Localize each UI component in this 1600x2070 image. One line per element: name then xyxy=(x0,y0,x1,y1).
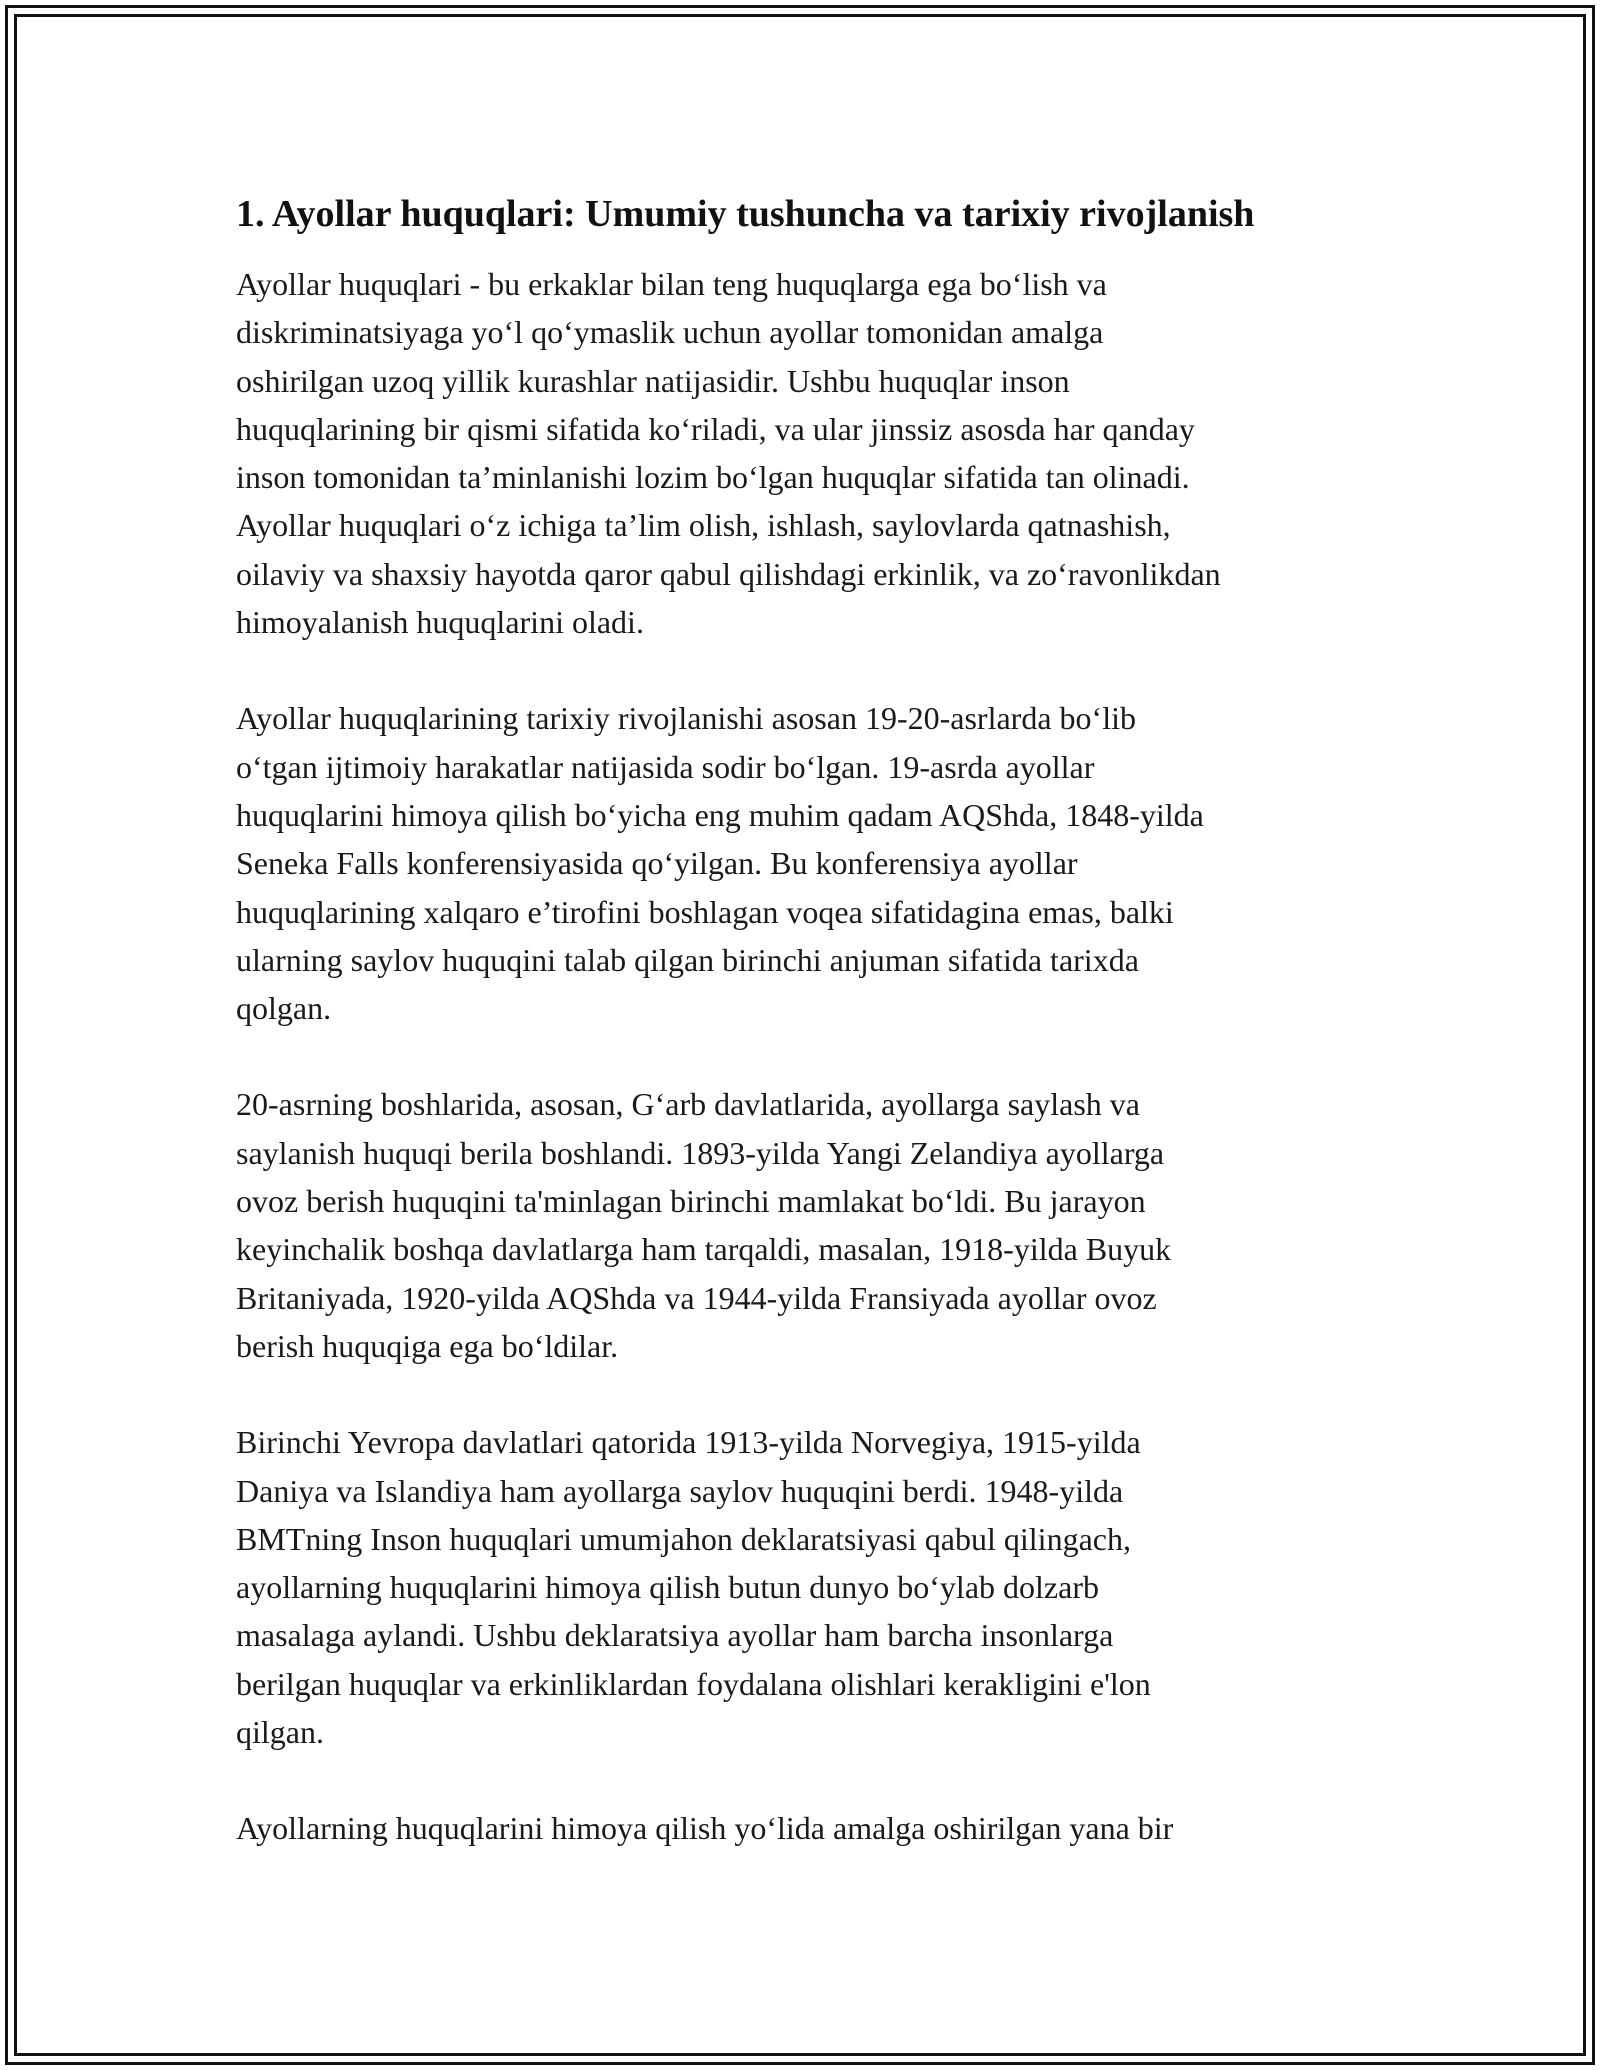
section-heading: 1. Ayollar huquqlari: Umumiy tushuncha va tarixiy rivojlanish xyxy=(236,193,1255,235)
text-line: berilgan huquqlar va erkinliklardan foydalana olishlari kerakligini e'lon xyxy=(236,1665,1151,1702)
text-line: 20-asrning boshlarida, asosan, Gʻarb davlatlarida, ayollarga saylash va xyxy=(236,1086,1140,1123)
paragraph-history xyxy=(236,694,1386,1032)
text-line: Daniya va Islandiya ham ayollarga saylov huquqini berdi. 1948-yilda xyxy=(236,1472,1124,1509)
text-line: Ayollar huquqlari - bu erkaklar bilan teng huquqlarga ega boʻlish va xyxy=(236,266,1107,302)
paragraph-intro xyxy=(236,260,1386,646)
text-line: diskriminatsiyaga yoʻl qoʻymaslik uchun ayollar tomonidan amalga xyxy=(236,314,1104,351)
text-line: ayollarning huquqlarini himoya qilish butun dunyo boʻylab dolzarb xyxy=(236,1569,1099,1606)
text-line: oʻtgan ijtimoiy harakatlar natijasida sodir boʻlgan. 19-asrda ayollar xyxy=(236,748,1095,785)
text-line: Ayollar huquqlari oʻz ichiga ta’lim olish, ishlash, saylovlarda qatnashish, xyxy=(236,507,1171,544)
text-line: Britaniyada, 1920-yilda AQShda va 1944-yilda Fransiyada ayollar ovoz xyxy=(236,1279,1157,1316)
text-line: himoyalanish huquqlarini oladi. xyxy=(236,604,644,641)
text-line: huquqlarini himoya qilish boʻyicha eng muhim qadam AQShda, 1848-yilda xyxy=(236,796,1204,833)
text-line: qilgan. xyxy=(236,1714,324,1751)
text-line: Birinchi Yevropa davlatlari qatorida 1913-yilda Norvegiya, 1915-yilda xyxy=(236,1424,1141,1461)
text-line: Seneka Falls konferensiyasida qoʻyilgan. Bu konferensiya ayollar xyxy=(236,845,1078,882)
paragraph-20th-century xyxy=(236,1080,1386,1370)
text-line: oilaviy va shaxsiy hayotda qaror qabul qilishdagi erkinlik, va zoʻravonlikdan xyxy=(236,555,1221,592)
paragraph-continuation xyxy=(236,1804,1386,1852)
text-line: ovoz berish huquqini ta'minlagan birinchi mamlakat boʻldi. Bu jarayon xyxy=(236,1183,1146,1220)
text-line: BMTning Inson huquqlari umumjahon deklaratsiyasi qabul qilingach, xyxy=(236,1520,1131,1557)
text-line: Ayollar huquqlarining tarixiy rivojlanishi asosan 19-20-asrlarda boʻlib xyxy=(236,700,1136,737)
text-line: ularning saylov huquqini talab qilgan birinchi anjuman sifatida tarixda xyxy=(236,941,1139,978)
document-body xyxy=(236,185,1386,1901)
text-line: oshirilgan uzoq yillik kurashlar natijasidir. Ushbu huquqlar inson xyxy=(236,362,1070,399)
text-line: qolgan. xyxy=(236,990,332,1027)
text-line: huquqlarining xalqaro e’tirofini boshlagan voqea sifatidagina emas, balki xyxy=(236,893,1174,930)
text-line: keyinchalik boshqa davlatlarga ham tarqaldi, masalan, 1918-yilda Buyuk xyxy=(236,1231,1172,1268)
text-line: Ayollarning huquqlarini himoya qilish yoʻlida amalga oshirilgan yana bir xyxy=(236,1810,1174,1847)
text-line: huquqlarining bir qismi sifatida koʻriladi, va ular jinssiz asosda har qanday xyxy=(236,410,1195,447)
paragraph-europe xyxy=(236,1418,1386,1756)
text-line: masalaga aylandi. Ushbu deklaratsiya ayollar ham barcha insonlarga xyxy=(236,1617,1114,1654)
text-line: saylanish huquqi berila boshlandi. 1893-yilda Yangi Zelandiya ayollarga xyxy=(236,1134,1165,1171)
text-line: berish huquqiga ega boʻldilar. xyxy=(236,1327,619,1364)
text-line: inson tomonidan ta’minlanishi lozim boʻlgan huquqlar sifatida tan olinadi. xyxy=(236,459,1190,496)
